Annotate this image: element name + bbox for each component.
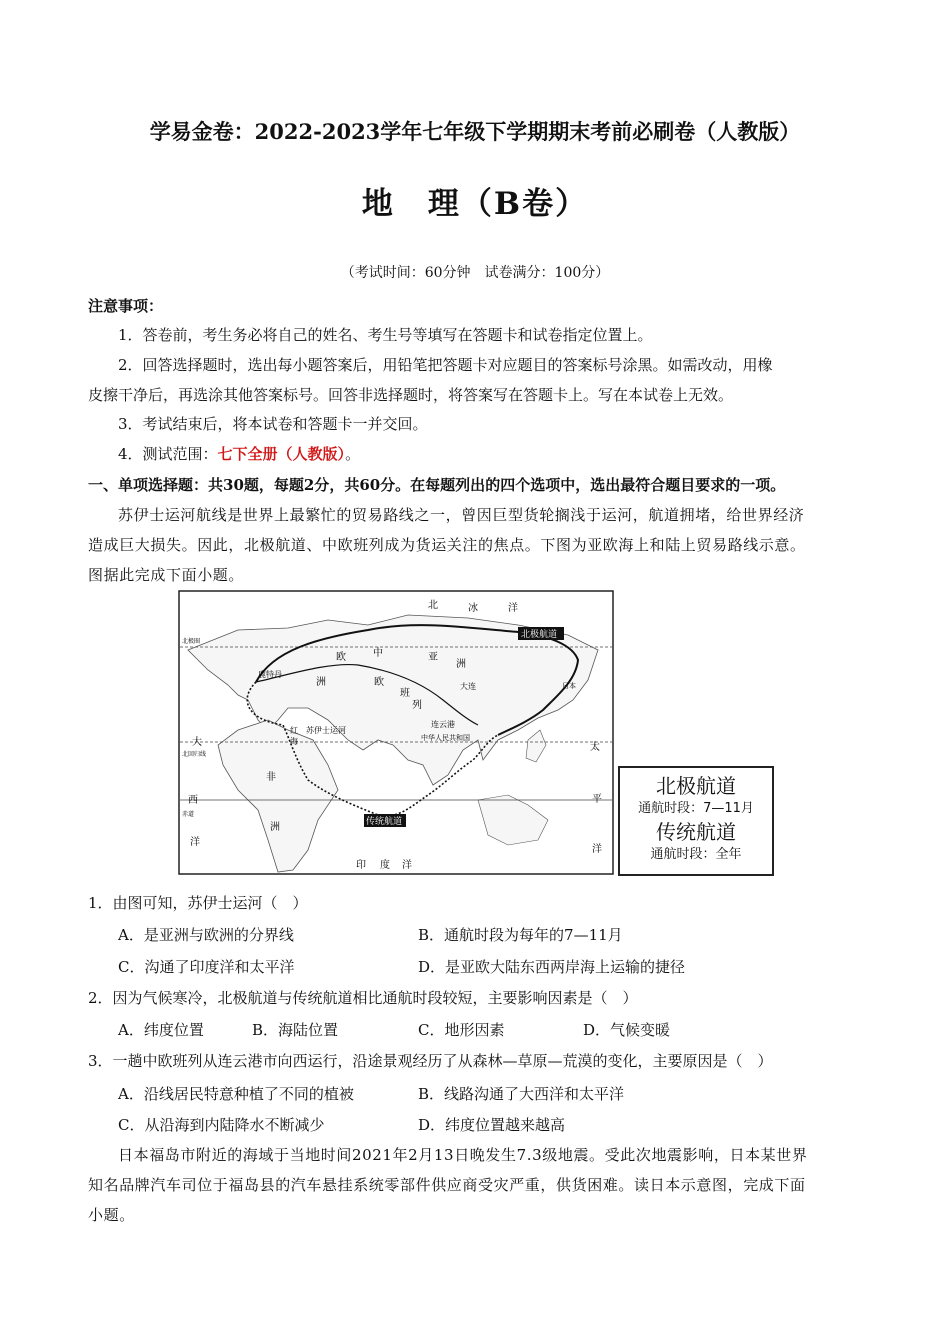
atlantic-label-3: 洋	[190, 837, 200, 848]
indian-label-2: 度	[380, 860, 390, 871]
notice-item-3: 3．考试结束后，将本试卷和答题卡一并交回。	[118, 415, 428, 433]
pacific-label-2: 平	[592, 794, 602, 805]
indian-label-3: 洋	[402, 860, 412, 871]
notice-item-1: 1．答卷前，考生务必将自己的姓名、考生号等填写在答题卡和试卷指定位置上。	[118, 326, 653, 344]
japan-label: 日本	[562, 682, 576, 690]
dalian-label: 大连	[460, 682, 476, 691]
red-sea-label-1: 红	[290, 726, 298, 735]
china-europe-label-3: 班	[400, 688, 410, 699]
q3-option-b[interactable]: B．线路沟通了大西洋和太平洋	[418, 1085, 625, 1103]
notice-item-4	[118, 443, 360, 465]
test-scope: 七下全册（人教版）	[217, 445, 346, 463]
atlantic-label-1: 大	[192, 737, 202, 748]
intro-line-3: 图据此完成下面小题。	[88, 566, 245, 584]
prc-label: 中华人民共和国	[421, 734, 470, 742]
intro-line-2: 造成巨大损失。因此，北极航道、中欧班列成为货运关注的焦点。下图为亚欧海上和陆上贸易路线示意。	[88, 536, 806, 554]
equator-label: 赤道	[182, 811, 195, 818]
indian-label-1: 印	[356, 860, 366, 871]
q3-option-d[interactable]: D．纬度位置越来越高	[418, 1116, 566, 1134]
intro-line-1: 苏伊士运河航线是世界上最繁忙的贸易路线之一，曾因巨型货轮搁浅于运河，航道拥堵，给世界经济	[118, 506, 805, 524]
map-legend	[618, 766, 774, 876]
europe-label-1: 欧	[336, 652, 346, 663]
africa-label-1: 非	[266, 772, 276, 783]
north-ocean-label-3: 洋	[508, 603, 518, 614]
africa-label-2: 洲	[270, 822, 280, 833]
china-europe-label-4: 列	[412, 700, 422, 711]
passage2-line-3: 小题。	[88, 1206, 135, 1224]
question-1-stem: 1．由图可知，苏伊士运河（ ）	[88, 894, 308, 912]
notice-item-4-prefix: 4．测试范围：	[118, 445, 218, 463]
q1-option-a[interactable]: A．是亚洲与欧洲的分界线	[118, 926, 294, 944]
section-heading: 一、单项选择题：共30题，每题2分，共60分。在每题列出的四个选项中，选出最符合题目要求的一项。	[88, 476, 786, 494]
passage2-line-1: 日本福岛市附近的海域于当地时间2021年2月13日晚发生7.3级地震。受此次地震影响，日本某世界	[118, 1146, 808, 1164]
q2-option-d[interactable]: D．气候变暖	[583, 1021, 671, 1039]
china-europe-label-2: 欧	[374, 677, 384, 688]
exam-info: （考试时间：60分钟 试卷满分：100分）	[340, 265, 610, 281]
arctic-circle-label: 北极圈	[182, 638, 201, 645]
asia-label-2: 洲	[456, 659, 466, 670]
legend-trad-title: 传统航道	[656, 820, 736, 844]
tropic-label: 北回归线	[182, 751, 207, 758]
q2-option-b[interactable]: B．海陆位置	[252, 1021, 339, 1039]
q2-option-c[interactable]: C．地形因素	[418, 1021, 505, 1039]
china-europe-label-1: 中	[373, 648, 383, 659]
legend-arctic-title: 北极航道	[656, 774, 736, 798]
atlantic-label-2: 西	[188, 795, 198, 806]
subject-title: 地 理（B卷）	[361, 186, 589, 222]
notice-item-2-cont: 皮擦干净后，再选涂其他答案标号。回答非选择题时，将答案写在答题卡上。写在本试卷上无效。	[88, 386, 734, 404]
red-sea-label-2: 海	[290, 737, 298, 746]
legend-arctic-period: 通航时段：7—11月	[638, 801, 754, 816]
trad-route-tag: 传统航道	[366, 817, 403, 827]
question-2-stem: 2．因为气候寒冷，北极航道与传统航道相比通航时段较短，主要影响因素是（ ）	[88, 989, 638, 1007]
q1-option-b[interactable]: B．通航时段为每年的7—11月	[418, 926, 623, 944]
q1-option-c[interactable]: C．沟通了印度洋和太平洋	[118, 958, 295, 976]
notice-item-2: 2．回答选择题时，选出每小题答案后，用铅笔把答题卡对应题目的答案标号涂黑。如需改动，用橡	[118, 356, 773, 374]
asia-label-1: 亚	[428, 652, 438, 663]
suez-label: 苏伊士运河	[306, 726, 346, 735]
rotterdam-label: 鹿特丹	[258, 670, 282, 679]
trade-route-map	[178, 590, 616, 876]
notice-item-4-suffix: 。	[345, 445, 361, 463]
question-3-stem: 3．一趟中欧班列从连云港市向西运行，沿途景观经历了从森林—草原—荒漠的变化，主要原因是（ ）	[88, 1052, 773, 1070]
north-ocean-label-1: 北	[428, 600, 438, 611]
arctic-route-tag: 北极航道	[521, 630, 558, 640]
notice-heading: 注意事项：	[88, 297, 164, 315]
legend-trad-period: 通航时段：全年	[650, 847, 742, 862]
q3-option-a[interactable]: A．沿线居民特意种植了不同的植被	[118, 1085, 354, 1103]
europe-label-2: 洲	[316, 677, 326, 688]
q2-option-a[interactable]: A．纬度位置	[118, 1021, 204, 1039]
passage2-line-2: 知名品牌汽车司位于福岛县的汽车悬挂系统零部件供应商受灾严重，供货困难。读日本示意图，完成下面	[88, 1176, 806, 1194]
exam-title: 学易金卷：2022-2023学年七年级下学期期末考前必刷卷（人教版）	[149, 119, 801, 144]
q3-option-c[interactable]: C．从沿海到内陆降水不断减少	[118, 1116, 325, 1134]
lianyungang-label: 连云港	[431, 720, 455, 729]
north-ocean-label-2: 冰	[468, 603, 478, 614]
pacific-label-3: 洋	[592, 844, 602, 855]
pacific-label-1: 太	[590, 742, 600, 753]
q1-option-d[interactable]: D．是亚欧大陆东西两岸海上运输的捷径	[418, 958, 686, 976]
